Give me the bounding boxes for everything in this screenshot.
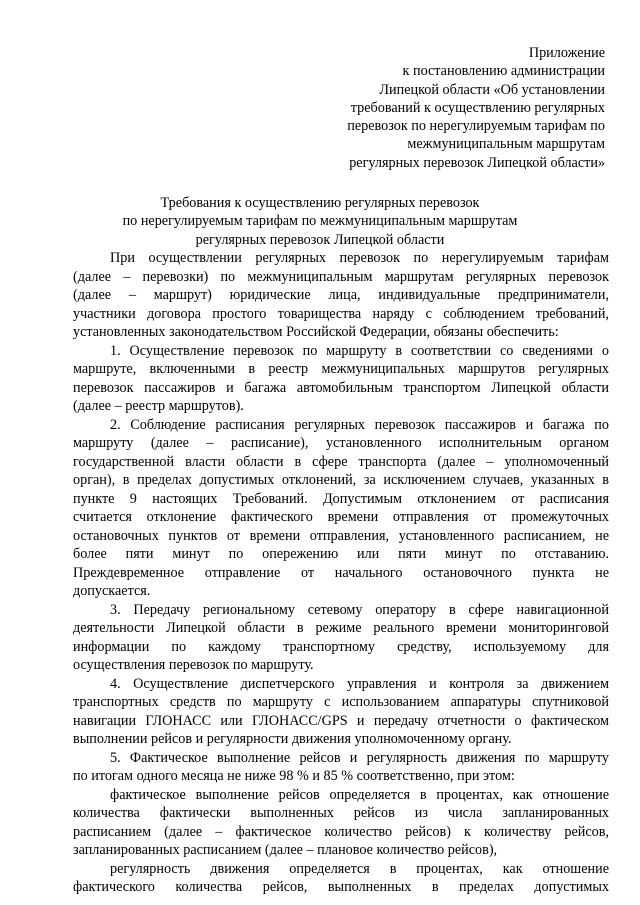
title-line: регулярных перевозок Липецкой области xyxy=(195,231,445,248)
appendix-line: требований к осуществлению регулярных xyxy=(350,99,605,116)
body-text-line: деятельности Липецкой области в режиме реального времени мониторинговой xyxy=(73,620,609,636)
body-text-line: (далее – реестр маршрутов). xyxy=(73,398,244,414)
title-line: Требования к осуществлению регулярных перевозок xyxy=(160,195,480,211)
body-text-line: осуществления перевозок по маршруту. xyxy=(73,657,314,673)
body-text-line: 1. Осуществление перевозок по маршруту в соответствии со сведениями о xyxy=(110,342,609,359)
appendix-line: Приложение xyxy=(528,45,605,61)
title-line: по нерегулируемым тарифам по межмуниципальным маршрутам xyxy=(122,213,518,230)
body-text-line: При осуществлении регулярных перевозок по нерегулируемым тарифам xyxy=(110,250,609,266)
body-text-line: расписанием (далее – фактическое количество рейсов) к количеству рейсов, xyxy=(73,823,609,840)
body-text-line: установленных законодательством Российской Федерации, обязаны обеспечить: xyxy=(73,324,559,340)
body-text-line: количества фактически выполненных рейсов из числа запланированных xyxy=(73,805,609,821)
body-text-line: информации по каждому транспортному средству, используемому для xyxy=(73,638,609,655)
appendix-line: Липецкой области «Об установлении xyxy=(379,81,605,98)
body-text-line: Преждевременное отправление от начального остановочного пункта не xyxy=(73,564,609,581)
body-text-line: фактического количества рейсов, выполненных в пределах допустимых xyxy=(73,879,609,895)
body-text-line: маршруту (далее – расписание), установленного исполнительным органом xyxy=(73,435,609,451)
body-text-line: навигации ГЛОНАСС или ГЛОНАСС/GPS и передачу отчетности о фактическом xyxy=(73,712,609,729)
body-text-line: считается отклонение фактического времени отправления от промежуточных xyxy=(73,509,609,525)
body-text-line: пункте 9 настоящих Требований. Допустимым отклонением от расписания xyxy=(73,490,609,507)
body-text-line: по итогам одного месяца не ниже 98 % и 85 % соответственно, при этом: xyxy=(73,768,515,784)
body-text-line: 2. Соблюдение расписания регулярных перевозок пассажиров и багажа по xyxy=(110,416,609,433)
body-text-line: допускается. xyxy=(73,583,151,599)
body-text-line: маршруте, включенными в реестр межмуниципальных маршрутов регулярных xyxy=(73,361,609,377)
body-text-line: запланированных расписанием (далее – плановое количество рейсов), xyxy=(73,842,498,858)
appendix-line: к постановлению администрации xyxy=(402,63,605,80)
body-text-line: выполнении рейсов и регулярности движения уполномоченному органу. xyxy=(73,731,512,747)
body-text-line: остановочных пунктов от времени отправления, установленного расписанием, не xyxy=(73,527,609,544)
body-text-line: более пяти минут по опережению или пяти минут по отставанию. xyxy=(73,546,609,562)
body-text-line: 5. Фактическое выполнение рейсов и регулярность движения по маршруту xyxy=(110,749,609,766)
appendix-line: перевозок по нерегулируемым тарифам по xyxy=(347,118,605,135)
appendix-header xyxy=(305,44,605,172)
body-text-line: транспортных средств по маршруту с использованием аппаратуры спутниковой xyxy=(73,694,609,710)
document-title xyxy=(0,194,640,249)
body-text-line: орган), в пределах допустимых отклонений, за исключением случаев, указанных в xyxy=(73,472,609,488)
document-body xyxy=(73,249,609,897)
body-text-line: (далее – маршрут) юридические лица, индивидуальные предприниматели, xyxy=(73,287,609,303)
body-text-line: регулярность движения определяется в процентах, как отношение xyxy=(110,860,609,877)
body-text-line: государственной власти области в сфере транспорта (далее – уполномоченный xyxy=(73,453,609,470)
appendix-line: межмуниципальным маршрутам xyxy=(407,136,605,153)
appendix-line: регулярных перевозок Липецкой области» xyxy=(349,154,605,171)
body-text-line: фактическое выполнение рейсов определяется в процентах, как отношение xyxy=(110,786,609,803)
body-text-line: (далее – перевозки) по межмуниципальным маршрутам регулярных перевозок xyxy=(73,268,609,285)
body-text-line: перевозок пассажиров и багажа автомобильным транспортом Липецкой области xyxy=(73,379,609,396)
body-text-line: 3. Передачу региональному сетевому оператору в сфере навигационной xyxy=(110,601,609,618)
body-text-line: участники договора простого товарищества наряду с соблюдением требований, xyxy=(73,305,609,322)
body-text-line: 4. Осуществление диспетчерского управления и контроля за движением xyxy=(110,675,609,692)
